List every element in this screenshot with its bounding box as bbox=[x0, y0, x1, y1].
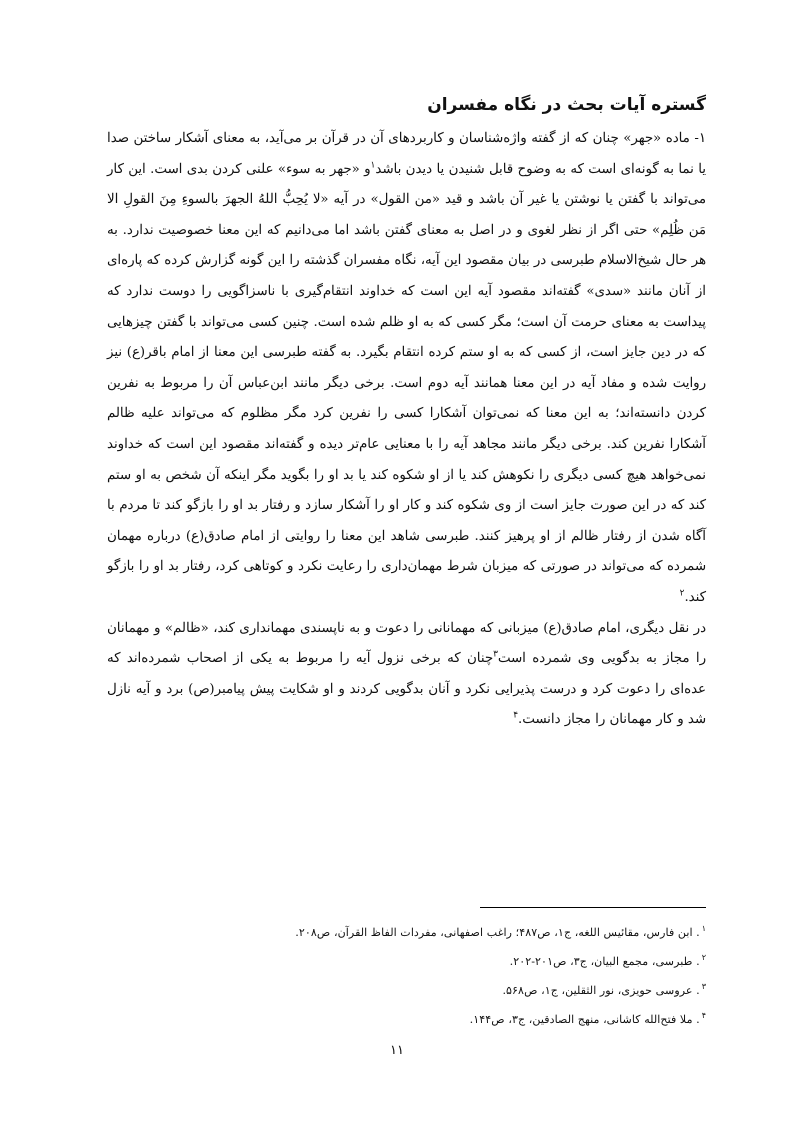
footnote-text: . ملا فتح‌الله کاشانی، منهج الصادقین، ج۳، ص۱۴۴. bbox=[469, 1013, 700, 1026]
footnote-ref-3[interactable]: ۳ bbox=[493, 649, 498, 660]
paragraph-2 bbox=[107, 614, 706, 736]
footnotes bbox=[107, 918, 706, 1034]
footnote-text: . طبرسی، مجمع البیان، ج۳، ص۲۰۱-۲۰۲. bbox=[509, 955, 700, 968]
paragraph-2-part-b: چنان که برخی نزول آیه را مربوط به یکی از اصحاب شمرده‌اند که عده‌ای را دعوت کرد و درست پذیرایی نکرد و آنان بدگویی کردند و او شکایت پیش پیامبر(ص) برد و آیه نازل شد و کار مهمانان را مجاز دانست. bbox=[107, 651, 706, 728]
footnote-3 bbox=[107, 976, 706, 1005]
footnote-number: ۱ bbox=[701, 924, 706, 934]
paragraph-2-part-a: در نقل دیگری، امام صادق(ع) میزبانی که مهمانانی را دعوت و به ناپسندی مهمانداری کند، «ظالم» و مهمانان را مجاز به بدگویی وی شمرده است bbox=[107, 620, 707, 667]
footnote-ref-2[interactable]: ۲ bbox=[679, 588, 685, 599]
paragraph-1-part-a: ۱- ماده «جهر» چنان که از گفته واژه‌شناسان و کاربردهای آن در قرآن بر می‌آید، به معنای آشکار ساختن صدا یا نما به گونه‌ای است که به وضوح قابل شنیدن یا دیدن باشد bbox=[107, 131, 706, 177]
footnote-1 bbox=[107, 918, 706, 947]
footnote-ref-4[interactable]: ۴ bbox=[513, 710, 519, 721]
body-text bbox=[107, 124, 706, 736]
footnote-text: . ابن فارس، مقائیس اللغه، ج۱، ص۴۸۷؛ راغب اصفهانی، مفردات الفاظ القرآن، ص۲۰۸. bbox=[295, 926, 700, 939]
footnote-2 bbox=[107, 947, 706, 976]
footnote-4 bbox=[107, 1005, 706, 1034]
paragraph-1-part-b: و «جهر به سوء» علنی کردن بدی است. این کار می‌تواند با گفتن یا نوشتن یا غیر آن باشد و قید «من القول» در آیه «لا یُحِبُّ اللهُ الجهرَ بالسوءِ مِنَ القولِ الا مَن ظُلِم» حتی اگر از نظر لغوی و در اصل به معنای گفتن باشد اما می‌دانیم که این معنا خصوصیت ندارد. به هر حال شیخ‌الاسلام طبرسی در بیان مقصود این آیه، نگاه مفسران گذشته را این گونه گزارش کرده که پاره‌ای از آنان مانند «سدی» گفته‌اند مقصود آیه این است که خداوند انتقام‌گیری با ناسزاگویی را دوست ندارد که پیداست به معنای حرمت آن است؛ مگر کسی که به او ظلم شده است. چنین کسی می‌تواند با گفتن چیزهایی که در دین جایز است، از کسی که به او ستم کرده انتقام بگیرد. به گفته طبرسی این معنا از امام باقر(ع) نیز روایت شده و مفاد آیه در این معنا همانند آیه دوم است. برخی دیگر مانند ابن‌عباس آن را مربوط به نفرین کردن دانسته‌اند؛ به این معنا که نمی‌توان آشکارا کسی را نفرین کرد مگر مظلوم که می‌تواند علیه ظالم آشکارا نفرین کند. برخی دیگر مانند مجاهد آیه را با معنایی عام‌تر دیده و گفته‌اند مقصود این است که خداوند نمی‌خواهد هیچ کسی دیگری را نکوهش کند یا از او شکوه کند یا بد او را بگوید مگر اینکه آن شخص به او ستم کند که در این صورت جایز است از وی شکوه کند و کار او را آشکار سازد و رفتار بد او را بازگو کند تا مردم با آگاه شدن از رفتار ظالم از او پرهیز کنند. طبرسی شاهد این معنا را روایتی از امام صادق(ع) درباره مهمان شمرده که می‌تواند در صورتی که میزبان شرط مهمان‌داری را رعایت نکرد و کوتاهی کرد، رفتار بد او را بازگو کند. bbox=[107, 161, 706, 605]
main-text-area bbox=[107, 90, 706, 736]
page-number: ۱۱ bbox=[390, 1043, 404, 1058]
footnote-ref-1[interactable]: ۱ bbox=[370, 160, 376, 171]
paragraph-1 bbox=[107, 124, 706, 614]
footnote-number: ۲ bbox=[701, 953, 706, 963]
section-heading: گستره آیات بحث در نگاه مفسران bbox=[427, 95, 706, 115]
footnote-number: ۴ bbox=[701, 1011, 706, 1021]
footnote-number: ۳ bbox=[701, 982, 706, 992]
footnote-text: . عروسی حویزی، نور الثقلین، ج۱، ص۵۶۸. bbox=[502, 984, 700, 997]
footnote-divider bbox=[480, 907, 706, 908]
